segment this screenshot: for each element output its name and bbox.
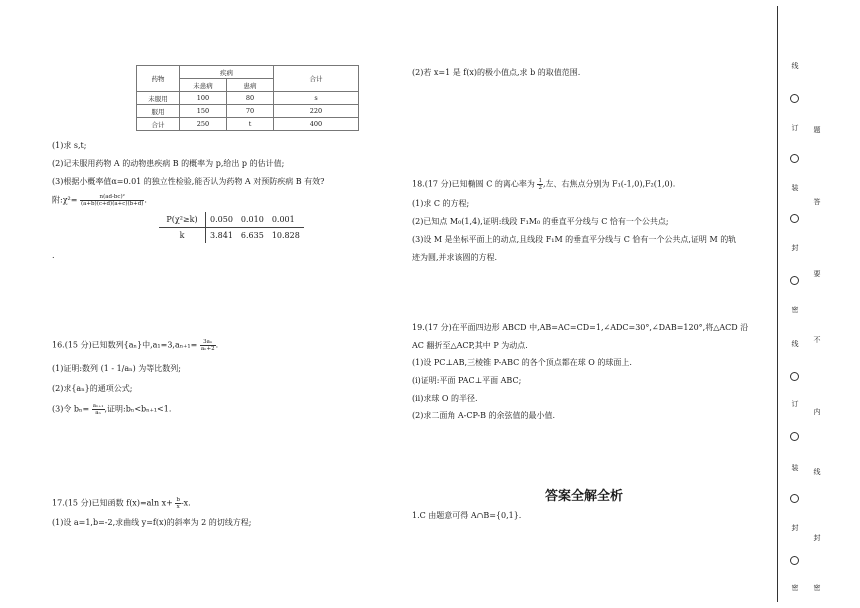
q16-part2: (2)求{aₙ}的通项公式; [52, 384, 133, 393]
q18-intro [412, 178, 675, 191]
cell: 6.635 [240, 231, 264, 240]
table-row [159, 212, 304, 228]
q16-b-fraction [92, 403, 105, 416]
binding-hole [790, 494, 799, 503]
binding-hole [790, 276, 799, 285]
header-drug: 药物 [137, 66, 180, 92]
table-row [159, 228, 304, 244]
binding-char: 封 [791, 524, 799, 531]
binding-inner-char: 封 [813, 534, 821, 541]
q18-part2: (2)已知点 M₀(1,4),证明:线段 F₁M₀ 的垂直平分线与 C 恰有一个公共点; [412, 217, 669, 226]
cell: 10.828 [271, 231, 300, 240]
binding-inner-char: 内 [813, 408, 821, 415]
binding-hole [790, 94, 799, 103]
q16-denominator: aₙ+2 [200, 346, 215, 352]
q18-part3-line2: 迹为圆,并求该圆的方程. [412, 253, 498, 262]
q17-part1: (1)设 a=1,b=-2,求曲线 y=f(x)的斜率为 2 的切线方程; [52, 518, 252, 527]
header-disease: 疾病 [180, 66, 274, 79]
q18-intro-text: 18.(17 分)已知椭圆 C 的离心率为 [412, 179, 535, 189]
cell: 80 [227, 92, 274, 105]
row-label: 未服用 [137, 92, 180, 105]
binding-inner-char: 线 [813, 468, 821, 475]
binding-char: 密 [791, 306, 799, 313]
q16-part1-text: (1)证明:数列 [52, 364, 99, 373]
binding-hole [790, 214, 799, 223]
binding-inner-char: 密 [813, 584, 821, 591]
q19-part1-ii: (ii)求球 O 的半径. [412, 394, 478, 403]
cell: 150 [180, 105, 227, 118]
answer-1: 1.C 由题意可得 A∩B={0,1}. [412, 511, 522, 520]
cell: 100 [180, 92, 227, 105]
binding-inner-char: 答 [813, 198, 821, 205]
table-row [137, 92, 359, 105]
q18-ecc-denominator: 2 [538, 185, 542, 191]
cell: 400 [274, 118, 359, 131]
q17-intro [52, 497, 191, 510]
q16-b-numerator: aₙ₊₁ [92, 403, 104, 409]
q16-part3-text: (3)令 bₙ= [52, 404, 90, 414]
cell: 250 [180, 118, 227, 131]
q18-ecc-numerator: 1 [538, 178, 542, 184]
binding-hole [790, 154, 799, 163]
q16-numerator: 3aₙ [200, 339, 216, 346]
p-label: P(χ²≥k) [159, 212, 206, 228]
binding-char: 密 [791, 584, 799, 591]
formula-fraction [80, 194, 144, 207]
formula-numerator: n(ad-bc)² [80, 194, 144, 201]
answer-section-title: 答案全解全析 [545, 489, 624, 504]
table-row [137, 118, 359, 131]
q16-part3 [52, 403, 171, 416]
q16-part1-end: 为等比数列; [138, 364, 181, 373]
q19-part1: (1)设 PC⊥AB,三棱锥 P-ABC 的各个顶点都在球 O 的球面上. [412, 358, 632, 367]
contingency-table [136, 65, 359, 131]
q19-line1: 19.(17 分)在平面四边形 ABCD 中,AB=AC=CD=1,∠ADC=30°,∠DAB=120°,将△ACD 沿 [412, 323, 749, 332]
binding-char: 订 [791, 400, 799, 407]
cell: 0.001 [268, 212, 304, 228]
binding-hole [790, 372, 799, 381]
q16-fraction [200, 339, 216, 352]
q16-b-denominator: aₙ [95, 410, 101, 416]
binding-hole [790, 556, 799, 565]
row-label: 合计 [137, 118, 180, 131]
q15-part3: (3)根据小概率值α=0.01 的独立性检验,能否认为药物 A 对预防疾病 B 有效? [52, 177, 325, 186]
formula-prefix: 附:χ²= [52, 195, 78, 205]
binding-char: 线 [791, 340, 799, 347]
q17-intro-text: 17.(15 分)已知函数 f(x)=aln x+ [52, 498, 173, 508]
cell: t [227, 118, 274, 131]
q16-intro [52, 339, 218, 352]
cell: 0.010 [237, 212, 268, 228]
q17-intro-end: -x. [180, 498, 191, 508]
q16-intro-text: 16.(15 分)已知数列{aₙ}中,a₁=3,aₙ₊₁= [52, 340, 198, 350]
binding-line [777, 6, 778, 602]
binding-inner-char: 要 [813, 270, 821, 277]
binding-hole [790, 432, 799, 441]
k-label: k [159, 228, 206, 244]
header-sick: 患病 [227, 79, 274, 92]
q18-part1: (1)求 C 的方程; [412, 199, 470, 208]
q15-part1: (1)求 s,t; [52, 141, 87, 150]
q16-intro-end: . [215, 340, 219, 350]
q19-part1-i: (i)证明:平面 PAC⊥平面 ABC; [412, 376, 522, 385]
cell: 220 [274, 105, 359, 118]
binding-char: 装 [791, 464, 799, 471]
header-total: 合计 [274, 66, 359, 92]
q16-sequence-expr: (1 - 1/aₙ) [100, 364, 136, 373]
binding-char: 封 [791, 244, 799, 251]
chi-square-formula [52, 194, 147, 207]
cell: 70 [227, 105, 274, 118]
cell: 3.841 [210, 231, 233, 240]
q17-part2: (2)若 x=1 是 f(x)的极小值点,求 b 的取值范围. [412, 68, 581, 77]
q18-part3-line1: (3)设 M 是坐标平面上的动点,且线段 F₁M 的垂直平分线与 C 恰有一个公共点,证明 M 的轨 [412, 235, 737, 244]
cell: s [274, 92, 359, 105]
q18-intro-end: ,左、右焦点分别为 F₁(-1,0),F₂(1,0). [542, 179, 676, 189]
q15-part2: (2)记未服用药物 A 的动物患疾病 B 的概率为 p,给出 p 的估计值; [52, 159, 285, 168]
binding-inner-char: 不 [813, 336, 821, 343]
formula-suffix: . [144, 195, 147, 205]
row-label: 服用 [137, 105, 180, 118]
stray-dot: . [52, 251, 55, 260]
binding-char: 线 [791, 62, 799, 69]
q16-part3-end: ,证明:bₙ<bₙ₊₁<1. [104, 404, 172, 414]
q19-part2: (2)求二面角 A-CP-B 的余弦值的最小值. [412, 411, 556, 420]
table-row [137, 105, 359, 118]
q19-line2: AC 翻折至△ACP,其中 P 为动点. [412, 341, 528, 350]
q16-part1 [52, 363, 181, 374]
binding-char: 装 [791, 184, 799, 191]
q17-denominator: x [176, 504, 180, 510]
binding-char: 订 [791, 124, 799, 131]
header-not-sick: 未患病 [180, 79, 227, 92]
critical-value-table [159, 212, 304, 243]
formula-denominator: (a+b)(c+d)(a+c)(b+d) [81, 201, 144, 207]
q17-numerator: b [176, 497, 180, 503]
cell: 0.050 [206, 212, 237, 228]
binding-inner-char: 题 [813, 126, 821, 133]
